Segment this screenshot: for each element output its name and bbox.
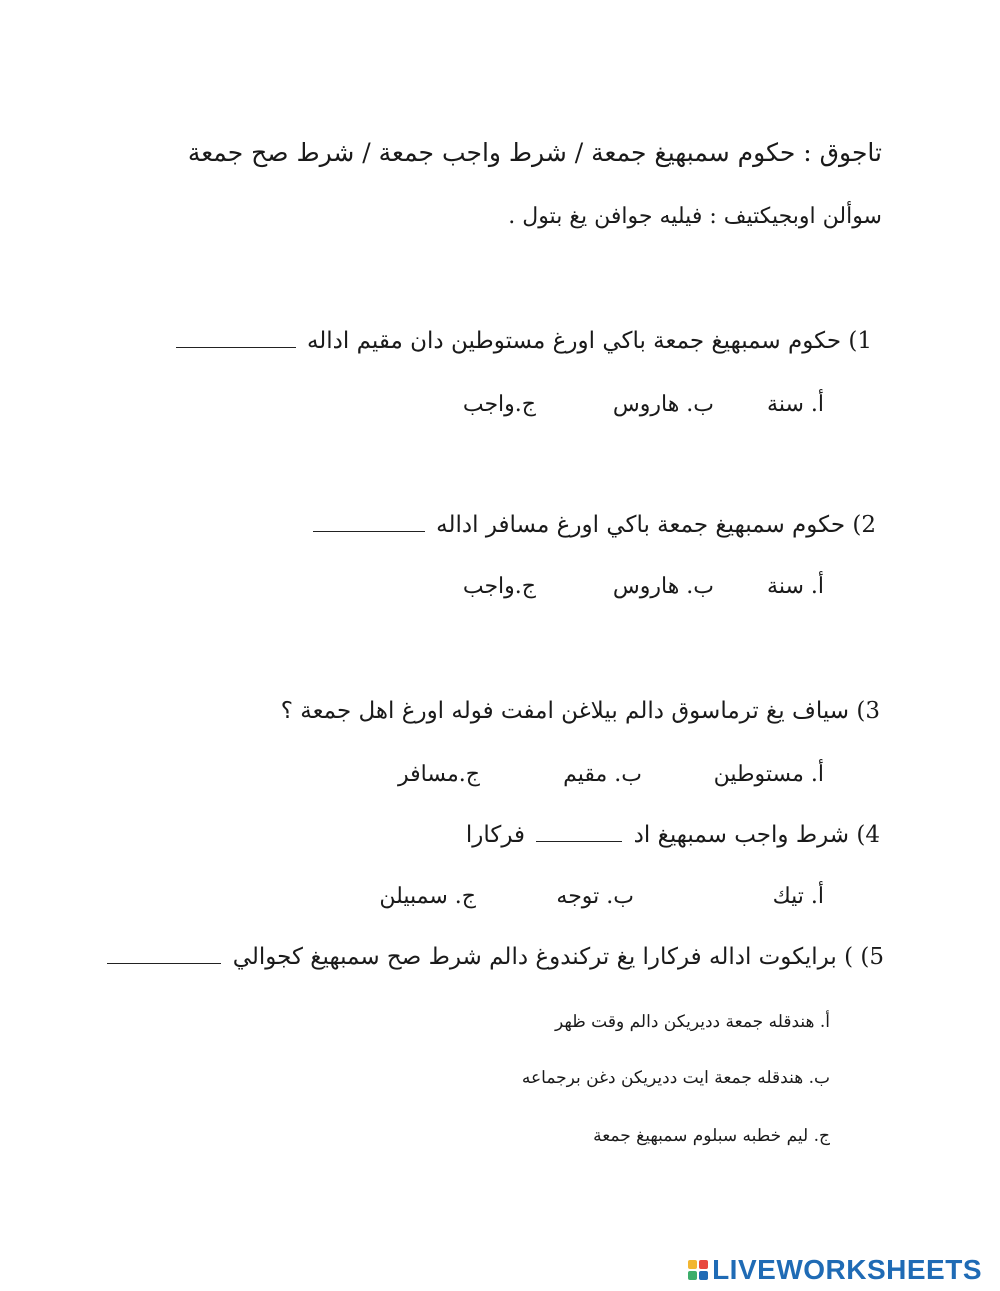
q4-option-c[interactable]: ج. سمبيلن xyxy=(379,884,476,909)
question-number: 5) ) xyxy=(844,944,884,970)
worksheet-title: تاجوق : حكوم سمبهيغ جمعة / شرط واجب جمعة / شرط صح جمعة xyxy=(187,138,882,167)
q1-option-b[interactable]: ب. هاروس xyxy=(612,392,714,417)
q4-option-b[interactable]: ب. توجه xyxy=(556,884,634,909)
answer-blank[interactable] xyxy=(107,962,221,964)
q5-option-b[interactable]: ب. هندقله جمعة ايت دديريكن دغن برجماعه xyxy=(521,1068,830,1088)
liveworksheets-logo xyxy=(688,1252,982,1288)
question-text: حكوم سمبهيغ جمعة باكي اورغ مسافر اداله xyxy=(436,512,846,538)
question-5 xyxy=(103,944,884,970)
q2-option-c[interactable]: ج.واجب xyxy=(462,574,536,599)
q5-option-a[interactable]: أ. هندقله جمعة دديريكن دالم وقت ظهر xyxy=(555,1012,830,1032)
q1-option-c[interactable]: ج.واجب xyxy=(462,392,536,417)
question-number: 3) xyxy=(856,698,880,724)
question-3 xyxy=(281,698,880,724)
q3-option-a[interactable]: أ. مستوطين xyxy=(713,762,824,787)
logo-square-icon xyxy=(699,1271,708,1280)
question-text-before: شرط واجب سمبهيغ اد xyxy=(633,822,850,848)
question-4 xyxy=(466,822,880,848)
q5-option-c[interactable]: ج. ليم خطبه سبلوم سمبهيغ جمعة xyxy=(593,1126,830,1146)
question-number: 2) xyxy=(852,512,876,538)
q2-option-b[interactable]: ب. هاروس xyxy=(612,574,714,599)
question-text: برايكوت اداله فركارا يغ تركندوغ دالم شرط صح سمبهيغ كجوالي xyxy=(232,944,837,970)
question-1 xyxy=(172,328,872,354)
answer-blank[interactable] xyxy=(313,530,425,532)
logo-square-icon xyxy=(688,1271,697,1280)
q1-option-a[interactable]: أ. سنة xyxy=(767,392,824,417)
q3-option-b[interactable]: ب. مقيم xyxy=(563,762,642,787)
answer-blank[interactable] xyxy=(176,346,296,348)
q2-option-a[interactable]: أ. سنة xyxy=(767,574,824,599)
q3-option-c[interactable]: ج.مسافر xyxy=(398,762,480,787)
question-2 xyxy=(309,512,876,538)
question-text: سياف يغ ترماسوق دالم بيلاغن امفت فوله اورغ اهل جمعة ؟ xyxy=(280,698,850,724)
question-text-after: فركارا xyxy=(465,822,526,848)
question-number: 4) xyxy=(856,822,880,848)
question-text: حكوم سمبهيغ جمعة باكي اورغ مستوطين دان مقيم اداله xyxy=(306,328,842,354)
worksheet-instruction: سوألن اوبجيكتيف : فيليه جوافن يغ بتول . xyxy=(508,204,882,229)
logo-square-icon xyxy=(699,1260,708,1269)
logo-square-icon xyxy=(688,1260,697,1269)
question-number: 1) xyxy=(848,328,872,354)
logo-text: LIVEWORKSHEETS xyxy=(712,1254,982,1285)
liveworksheets-logo-icon xyxy=(688,1260,708,1280)
q4-option-a[interactable]: أ. تيك xyxy=(772,884,824,909)
answer-blank[interactable] xyxy=(536,840,622,842)
